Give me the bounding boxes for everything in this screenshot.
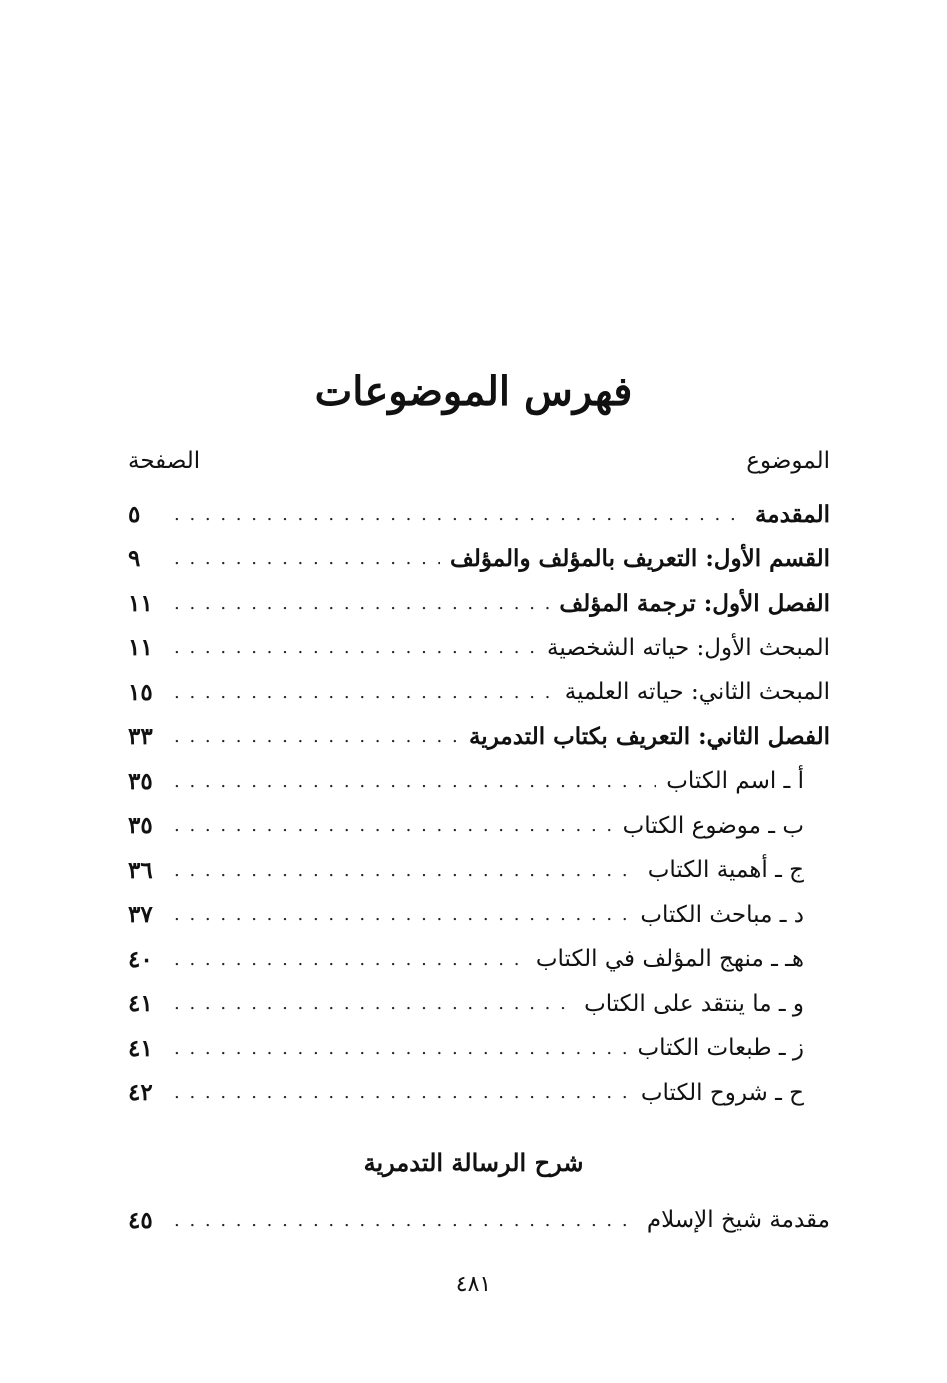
toc-entry-page: ٤٢ <box>128 1079 153 1107</box>
toc-entry-page: ١١ <box>128 634 153 662</box>
toc-entry-page: ٤٥ <box>128 1206 153 1234</box>
toc-entry <box>128 715 830 760</box>
page-column-header: الصفحة <box>128 448 201 474</box>
toc-entry <box>128 1026 830 1071</box>
toc-entry-page: ٣٦ <box>128 856 153 884</box>
toc-entry <box>128 492 830 537</box>
leader-dots <box>174 904 630 925</box>
toc-entry-label: د ـ مباحث الكتاب <box>640 901 804 928</box>
toc-header <box>128 448 830 482</box>
toc-entry-label: أ ـ اسم الكتاب <box>666 768 804 795</box>
toc-entry-label: ز ـ طبعات الكتاب <box>637 1035 804 1062</box>
toc-entry-page: ٣٣ <box>128 723 153 751</box>
toc-entry <box>128 893 830 938</box>
page-number: ٤٨١ <box>455 1272 492 1297</box>
toc-entry <box>128 982 830 1027</box>
toc-entry <box>128 670 830 715</box>
toc-entry <box>128 848 830 893</box>
toc-entry-page: ٣٧ <box>128 901 153 929</box>
toc-entry-label: الفصل الثاني: التعريف بكتاب التدمرية <box>468 723 830 751</box>
toc-entry-label: ب ـ موضوع الكتاب <box>622 812 804 839</box>
toc-entry <box>128 804 830 849</box>
toc-entry <box>128 937 830 982</box>
leader-dots <box>174 815 613 836</box>
toc-entry-label: و ـ ما ينتقد على الكتاب <box>584 990 804 1017</box>
toc-entry-page: ٩ <box>128 545 141 573</box>
toc-entry-page: ١١ <box>128 589 153 617</box>
toc-entry-label: هـ ـ منهج المؤلف في الكتاب <box>535 946 804 973</box>
toc-entry-label: المبحث الثاني: حياته العلمية <box>564 679 830 706</box>
toc-entry-label: المبحث الأول: حياته الشخصية <box>547 634 830 661</box>
leader-dots <box>174 726 459 747</box>
toc-entry-page: ٤١ <box>128 1034 153 1062</box>
leader-dots <box>174 682 555 703</box>
toc-entry-label: المقدمة <box>754 500 830 528</box>
toc-entry-label: مقدمة شيخ الإسلام <box>646 1207 830 1234</box>
toc-list <box>128 492 830 1115</box>
toc-entry-page: ٣٥ <box>128 767 153 795</box>
toc-entry-page: ٥ <box>128 500 141 528</box>
leader-dots <box>174 993 574 1014</box>
leader-dots <box>174 860 638 881</box>
leader-dots <box>174 771 656 792</box>
section-heading: شرح الرسالة التدمرية <box>363 1148 584 1177</box>
toc-entry-page: ١٥ <box>128 678 153 706</box>
leader-dots <box>174 637 537 658</box>
leader-dots <box>174 1038 628 1059</box>
leader-dots <box>174 1210 637 1231</box>
leader-dots <box>174 949 526 970</box>
leader-dots <box>174 1082 631 1103</box>
toc-entry-page: ٣٥ <box>128 812 153 840</box>
toc-entry <box>128 581 830 626</box>
toc-entry-label: ج ـ أهمية الكتاب <box>647 857 804 884</box>
page-title: فهرس الموضوعات <box>314 368 633 415</box>
toc-entry-label: الفصل الأول: ترجمة المؤلف <box>559 589 830 617</box>
leader-dots <box>174 504 745 525</box>
leader-dots <box>174 593 549 614</box>
toc-entry <box>128 1071 830 1116</box>
toc-entry-label: القسم الأول: التعريف بالمؤلف والمؤلف <box>450 545 830 573</box>
toc-entry <box>128 1198 830 1243</box>
toc-entry-page: ٤٠ <box>128 945 153 973</box>
toc-entry <box>128 537 830 582</box>
topic-column-header: الموضوع <box>746 448 830 474</box>
toc-entry-label: ح ـ شروح الكتاب <box>640 1079 804 1106</box>
toc-entry <box>128 759 830 804</box>
leader-dots <box>174 548 440 569</box>
toc-list-section2 <box>128 1198 830 1243</box>
toc-entry-page: ٤١ <box>128 990 153 1018</box>
toc-entry <box>128 626 830 671</box>
